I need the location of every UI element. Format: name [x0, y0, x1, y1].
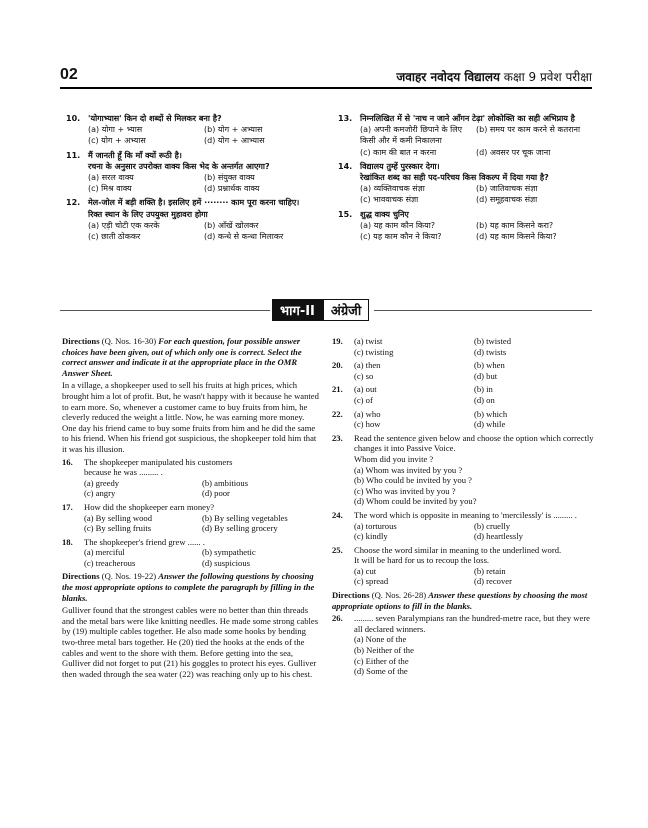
question-stem: [332, 433, 594, 454]
question-text: The shopkeeper manipulated his customers: [84, 456, 233, 467]
answer-option: (b) By selling vegetables: [202, 512, 288, 523]
page-header: [60, 66, 592, 86]
question-text: मैं जानती हूँ कि माँ क्यों रूठी है।: [88, 150, 182, 160]
question-stem: [62, 537, 320, 548]
answer-option: (c) छाती ठोककर: [88, 232, 141, 242]
answer-option: (c) twisting: [354, 346, 394, 357]
question-stem: [332, 384, 594, 405]
answer-option: (a) cut: [354, 565, 377, 576]
answer-option: (b) ambitious: [202, 477, 249, 488]
dir3-nos: (Q. Nos. 26-28): [369, 590, 429, 601]
hindi-left-column: [66, 113, 320, 245]
question-number: 22.: [332, 408, 343, 419]
answer-option: (d) recover: [474, 576, 512, 587]
question-number: 25.: [332, 544, 343, 555]
question-stem: [332, 613, 594, 634]
question-subtext: It will be hard for us to recoup the loss.: [354, 555, 490, 566]
question-stem: [66, 197, 320, 208]
answer-option: (c) treacherous: [84, 557, 136, 568]
question-item: [338, 161, 592, 206]
question-number: 14.: [338, 161, 353, 171]
dir3-text: Answer these questions by choosing the most appropriate options to fill in the blanks.: [332, 590, 588, 611]
directions-19-22: [62, 571, 320, 603]
question-subtext: रेखांकित शब्द का सही पद-परिचय किस विकल्प में दिया गया है?: [360, 173, 549, 183]
question-subtext: Whom did you invite ?: [354, 453, 434, 464]
question-stem: [338, 161, 592, 172]
answer-option: (c) By selling fruits: [84, 523, 152, 534]
question-text: शुद्ध वाक्य चुनिए: [360, 209, 409, 219]
answer-option: (a) then: [354, 360, 381, 371]
options-grid: [338, 183, 592, 205]
english-right-column: [332, 336, 594, 680]
question-text: विद्यालय तुम्हें पुरस्कार देगा।: [360, 161, 440, 171]
answer-option: (a) योगा + भ्यास: [88, 125, 143, 135]
question-item: [332, 336, 594, 357]
question-stem: [332, 510, 594, 521]
answer-option: (d) Some of the: [354, 666, 408, 677]
answer-option: (c) यह काम कौन ने किया?: [360, 232, 442, 242]
question-text: निम्नलिखित में से 'नाच न जाने आँगन टेढ़ा' लोकोक्ति का सही अभिप्राय है: [360, 114, 575, 123]
answer-option: (b) योग + अभ्यास: [204, 125, 263, 135]
options-grid: [66, 220, 320, 242]
answer-option: (a) सरल वाक्य: [88, 173, 134, 183]
question-stem: [332, 545, 594, 556]
answer-option: (d) twists: [474, 346, 507, 357]
question-number: 24.: [332, 509, 343, 520]
options-grid: [62, 478, 320, 499]
answer-option: (c) so: [354, 370, 374, 381]
question-item: [62, 537, 320, 569]
answer-option: (b) Who could be invited by you ?: [354, 475, 472, 486]
answer-option: (a) greedy: [84, 477, 120, 488]
question-number: 23.: [332, 432, 343, 443]
options-grid: [332, 566, 594, 587]
answer-option: (b) retain: [474, 565, 506, 576]
english-left-column: [62, 336, 320, 681]
hindi-right-column: [338, 113, 592, 245]
options-grid: [66, 124, 320, 146]
answer-option: (c) मिश्र वाक्य: [88, 184, 132, 194]
answer-option: (b) जातिवाचक संज्ञा: [476, 184, 538, 194]
answer-option: (d) कन्धे से कन्धा मिलाकर: [204, 232, 284, 242]
question-item: [332, 433, 594, 507]
header-title-bold: जवाहर नवोदय विद्यालय: [396, 70, 500, 84]
question-text: Read the sentence given below and choose the option which correctly changes it into Passive Voice.: [354, 432, 594, 454]
question-number: 26.: [332, 613, 343, 624]
questions-16-18: [62, 457, 320, 569]
answer-option: (b) cruelly: [474, 520, 511, 531]
dir2-text: Answer the following questions by choosing the most appropriate options to complete the paragraph by filling in the blanks.: [62, 571, 315, 603]
options-grid: [354, 336, 594, 357]
question-subtext: because he was ......... .: [84, 467, 163, 478]
answer-option: (a) अपनी कमजोरी छिपाने के लिए किसी और में कमी निकालना: [360, 125, 463, 146]
question-number: 16.: [62, 456, 73, 467]
answer-option: (c) काम की बात न करना: [360, 147, 437, 157]
dir2-label: Directions: [62, 571, 100, 582]
question-stem: [62, 457, 320, 468]
question-item: [332, 613, 594, 677]
question-item: [62, 502, 320, 534]
question-item: [332, 510, 594, 542]
answer-option: (b) in: [474, 384, 493, 395]
dir1-nos: (Q. Nos. 16-30): [99, 336, 159, 346]
question-item: [332, 360, 594, 381]
options-grid: [338, 220, 592, 242]
header-rule: [60, 87, 592, 89]
dir1-text: For each question, four possible answer choices have been given, out of which only one is correct. Select the correct answer and indicate it at the appropriate place in the OMR Answer Sheet.: [62, 336, 302, 378]
answer-option: (b) Neither of the: [354, 645, 414, 656]
question-subtext: रचना के अनुसार उपरोक्त वाक्य किस भेद के अन्तर्गत आएगा?: [88, 161, 270, 171]
answer-option: (a) Whom was invited by you ?: [354, 464, 463, 475]
header-title: [396, 68, 592, 85]
answer-option: (a) None of the: [354, 634, 407, 645]
answer-option: (a) एड़ी चोटी एक करके: [88, 220, 160, 230]
section-name: अंग्रेजी: [323, 299, 369, 321]
answer-option: (d) यह काम किसने किया?: [476, 232, 557, 242]
answer-option: (d) Whom could be invited by you?: [354, 496, 477, 507]
question-number: 17.: [62, 501, 73, 512]
options-grid: [62, 547, 320, 568]
question-text: ......... seven Paralympians ran the hundred-metre race, but they were all declared winners.: [354, 613, 591, 634]
answer-option: (d) while: [474, 419, 506, 430]
question-number: 20.: [332, 360, 343, 371]
answer-option: (c) Either of the: [354, 655, 409, 666]
answer-option: (d) समूहवाचक संज्ञा: [476, 195, 538, 205]
answer-option: (c) how: [354, 419, 381, 430]
answer-option: (a) twist: [354, 336, 383, 346]
question-stem: [66, 113, 320, 124]
answer-option: (b) संयुक्त वाक्य: [204, 173, 255, 183]
question-item: [66, 150, 320, 195]
answer-option: (b) समय पर काम करने से कतराना: [476, 125, 581, 135]
question-stem: [332, 336, 594, 357]
answer-option: (a) व्यक्तिवाचक संज्ञा: [360, 184, 425, 194]
banner-line-right: [374, 310, 592, 311]
answer-option: (d) योग + आभ्यास: [204, 136, 265, 146]
answer-option: (d) प्रश्नार्थक वाक्य: [204, 184, 260, 194]
answer-option: (c) angry: [84, 488, 116, 499]
question-number: 10.: [66, 114, 81, 123]
answer-option: (a) यह काम कौन किया?: [360, 220, 436, 230]
question-number: 21.: [332, 384, 343, 395]
answer-option: (d) suspicious: [202, 557, 250, 568]
options-grid: [66, 172, 320, 194]
answer-option: (a) out: [354, 384, 377, 395]
section-part: भाग-II: [272, 299, 323, 321]
options-grid: [332, 634, 594, 676]
answer-option: (d) but: [474, 370, 498, 381]
passage-gulliver: Gulliver found that the strongest cables were no better than thin threads and the metal bars were like knitting needles. He made some strong cables by (19) multiple cables together. He also made some hooks by bending two-three metal bars together. He (20) tied the hooks at the ends of the cables and went to the shore with them. Before getting into the sea, Gulliver did not forget to put (21) his goggles to protect his eyes. Gulliver then waded through the sea water (22) was reaching only up to his chest.: [62, 605, 319, 679]
dir3-label: Directions: [332, 590, 370, 601]
question-subtext: रिक्त स्थान के लिए उपयुक्त मुहावरा होगा: [88, 209, 208, 219]
answer-option: (a) who: [354, 408, 381, 419]
question-number: 13.: [338, 114, 353, 123]
question-stem: [338, 209, 592, 220]
answer-option: (a) By selling wood: [84, 512, 153, 523]
question-26-container: [332, 613, 594, 677]
question-number: 11.: [66, 150, 81, 160]
question-text: How did the shopkeeper earn money?: [84, 501, 215, 512]
answer-option: (c) भाववाचक संज्ञा: [360, 195, 419, 205]
question-item: [332, 409, 594, 430]
question-text: Choose the word similar in meaning to the underlined word.: [354, 544, 562, 555]
question-text: The shopkeeper's friend grew ...... .: [84, 536, 205, 547]
question-item: [66, 197, 320, 242]
options-grid: [354, 409, 594, 430]
directions-26-28: [332, 590, 594, 611]
options-grid: [332, 521, 594, 542]
answer-option: (c) of: [354, 394, 373, 405]
answer-option: (d) अवसर पर चूक जाना: [476, 147, 551, 157]
answer-option: (d) on: [474, 394, 495, 405]
dir2-nos: (Q. Nos. 19-22): [99, 571, 159, 582]
answer-option: (b) यह काम किसने करा?: [476, 220, 554, 230]
answer-option: (a) merciful: [84, 547, 125, 558]
answer-option: (c) योग + अभ्यास: [88, 136, 146, 146]
options-grid: [332, 465, 594, 507]
questions-19-25: [332, 336, 594, 587]
question-item: [338, 209, 592, 243]
answer-option: (d) By selling grocery: [202, 523, 278, 534]
question-item: [62, 457, 320, 499]
question-stem: [338, 113, 592, 124]
question-text: 'योगाभ्यास' किन दो शब्दों से मिलकर बना है?: [88, 114, 222, 123]
question-stem: [66, 150, 320, 161]
directions-16-30: [62, 336, 320, 378]
options-grid: [62, 513, 320, 534]
options-grid: [338, 124, 592, 158]
section-banner: [272, 299, 369, 321]
answer-option: (c) spread: [354, 576, 389, 587]
question-text: मेल-जोल में बड़ी शक्ति है। इसलिए हमें ········ काम पूरा करना चाहिए।: [88, 198, 300, 208]
options-grid: [354, 360, 594, 381]
dir1-label: Directions: [62, 336, 100, 346]
answer-option: (d) poor: [202, 488, 230, 499]
options-grid: [354, 384, 594, 405]
question-item: [332, 545, 594, 587]
question-stem: [332, 409, 594, 430]
answer-option: (b) sympathetic: [202, 547, 256, 558]
question-number: 15.: [338, 209, 353, 219]
header-title-rest: कक्षा 9 प्रवेश परीक्षा: [503, 70, 592, 84]
question-item: [66, 113, 320, 147]
question-number: 19.: [332, 336, 343, 346]
question-text: The word which is opposite in meaning to 'mercilessly' is ......... .: [354, 509, 577, 520]
page-number: 02: [60, 66, 78, 83]
question-stem: [332, 360, 594, 381]
banner-line-left: [60, 310, 270, 311]
answer-option: (b) when: [474, 360, 505, 371]
answer-option: (c) Who was invited by you ?: [354, 485, 456, 496]
question-item: [338, 113, 592, 158]
question-number: 18.: [62, 536, 73, 547]
answer-option: (c) kindly: [354, 531, 388, 542]
answer-option: (b) आँखें खोलकर: [204, 220, 259, 230]
answer-option: (b) twisted: [474, 336, 511, 346]
passage-shopkeeper: In a village, a shopkeeper used to sell his fruits at high prices, which brought him a lot of profit. But, he wasn't happy with it because he wanted to earn more. So, whenever a customer came to buy fruits from him, he cleverly reduced the weight a little. Now, he was earning more money. One day his friend came to buy some fruits from him and he did the same to his friend. When his friend got suspicious, the shopkeeper told him that it was his illusion.: [62, 380, 319, 454]
answer-option: (b) which: [474, 408, 508, 419]
question-stem: [62, 502, 320, 513]
question-item: [332, 384, 594, 405]
answer-option: (a) torturous: [354, 520, 397, 531]
answer-option: (d) heartlessly: [474, 531, 523, 542]
question-number: 12.: [66, 198, 81, 208]
